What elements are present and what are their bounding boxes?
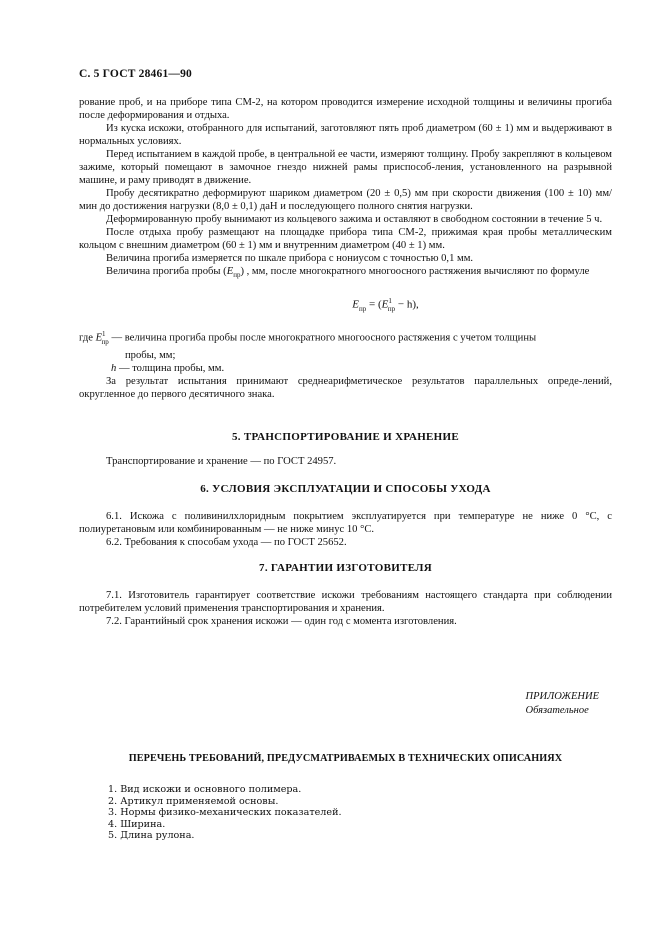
paragraph: Из куска искожи, отобранного для испытаний, заготовляют пять проб диаметром (60 ± 1) мм и выдерживают в нормальных условиях.: [79, 123, 612, 147]
section-6-title: 6. УСЛОВИЯ ЭКСПЛУАТАЦИИ И СПОСОБЫ УХОДА: [200, 483, 491, 495]
formula: $E_{пр} = (E^1_{пр} - h)$,: [352, 297, 419, 313]
appendix-title: ПЕРЕЧЕНЬ ТРЕБОВАНИЙ, ПРЕДУСМАТРИВАЕМЫХ В ТЕХНИЧЕСКИХ ОПИСАНИЯХ: [128, 753, 563, 764]
method-text: [79, 96, 612, 401]
list-item: 5. Длина рулона.: [108, 830, 195, 841]
definition: где $E^1_{пр}$ — величина прогиба пробы после многократного многоосного растяжения с учетом толщины: [79, 329, 537, 346]
paragraph: За результат испытания принимают среднеарифметическое результатов параллельных опреде-лений, округленное до первого десятичного знака.: [79, 375, 612, 400]
paragraph: 7.2. Гарантийный срок хранения искожи — один год с момента изготовления.: [106, 616, 457, 627]
section-5-text: [79, 455, 612, 468]
paragraph-formula-intro: Величина прогиба пробы $(E_{пр})$ , мм, после многократного многоосного растяжения вычисляют по формуле: [106, 266, 590, 280]
paragraph: Транспортирование и хранение — по ГОСТ 24957.: [106, 456, 337, 467]
section-7-title: 7. ГАРАНТИИ ИЗГОТОВИТЕЛЯ: [259, 562, 432, 574]
section-5-title: 5. ТРАНСПОРТИРОВАНИЕ И ХРАНЕНИЕ: [231, 431, 460, 443]
section-7-text: [79, 589, 612, 628]
paragraph: 7.1. Изготовитель гарантирует соответствие искожи требованиям настоящего стандарта при соблюдении потребителем условий применения транспортирования и хранения.: [79, 590, 612, 614]
list-item: 2. Артикул применяемой основы.: [108, 795, 279, 807]
paragraph: После отдыха пробу размещают на площадке прибора типа СМ-2, прижимая края пробы металлическим кольцом с внешним диаметром (60 ± 1) мм и внутренним диаметром (40 ± 1) мм.: [79, 227, 612, 251]
definition-continuation: пробы, мм;: [125, 349, 176, 361]
appendix-label: [526, 690, 600, 718]
list-item: 3. Нормы физико-механических показателей.: [108, 807, 342, 818]
list-item: 1. Вид искожи и основного полимера.: [108, 784, 302, 795]
section-6-text: [79, 510, 612, 549]
appendix-sublabel: Обязательное: [525, 705, 589, 716]
paragraph: Перед испытанием в каждой пробе, в центральной ее части, измеряют толщину. Пробу закрепляют в кольцевом зажиме, который помещают в замочное гнездо нижней рамы приспособ-ления, установленного на разрывной машине, и раму приводят в движение.: [79, 149, 612, 186]
paragraph: рование проб, и на приборе типа СМ-2, на котором проводится измерение исходной толщины и величины прогиба после деформирования и отдыха.: [79, 97, 612, 121]
paragraph: 6.2. Требования к способам ухода — по ГОСТ 25652.: [106, 537, 347, 548]
requirements-list: [108, 784, 342, 842]
appendix-label-text: ПРИЛОЖЕНИЕ: [525, 691, 599, 702]
paragraph: Деформированную пробу вынимают из кольцевого зажима и оставляют в свободном состоянии в течение 5 ч.: [106, 214, 603, 225]
paragraph: Величина прогиба измеряется по шкале прибора с нониусом с точностью 0,1 мм.: [106, 253, 474, 264]
page-header: С. 5 ГОСТ 28461—90: [79, 68, 192, 80]
paragraph: 6.1. Искожа с поливинилхлоридным покрытием эксплуатируется при температуре не ниже 0 °С, с полиуретановым или комбинированным — не ниже минус 10 °С.: [79, 511, 612, 535]
definition: h — толщина пробы, мм.: [111, 362, 225, 374]
list-item: 4. Ширина.: [108, 818, 166, 830]
paragraph: Пробу десятикратно деформируют шариком диаметром (20 ± 0,5) мм при скорости движения (100 ± 10) мм/мин до достижения нагрузки (8,0 ± 0,1) даН и последующего полного снятия нагрузки.: [79, 188, 612, 212]
